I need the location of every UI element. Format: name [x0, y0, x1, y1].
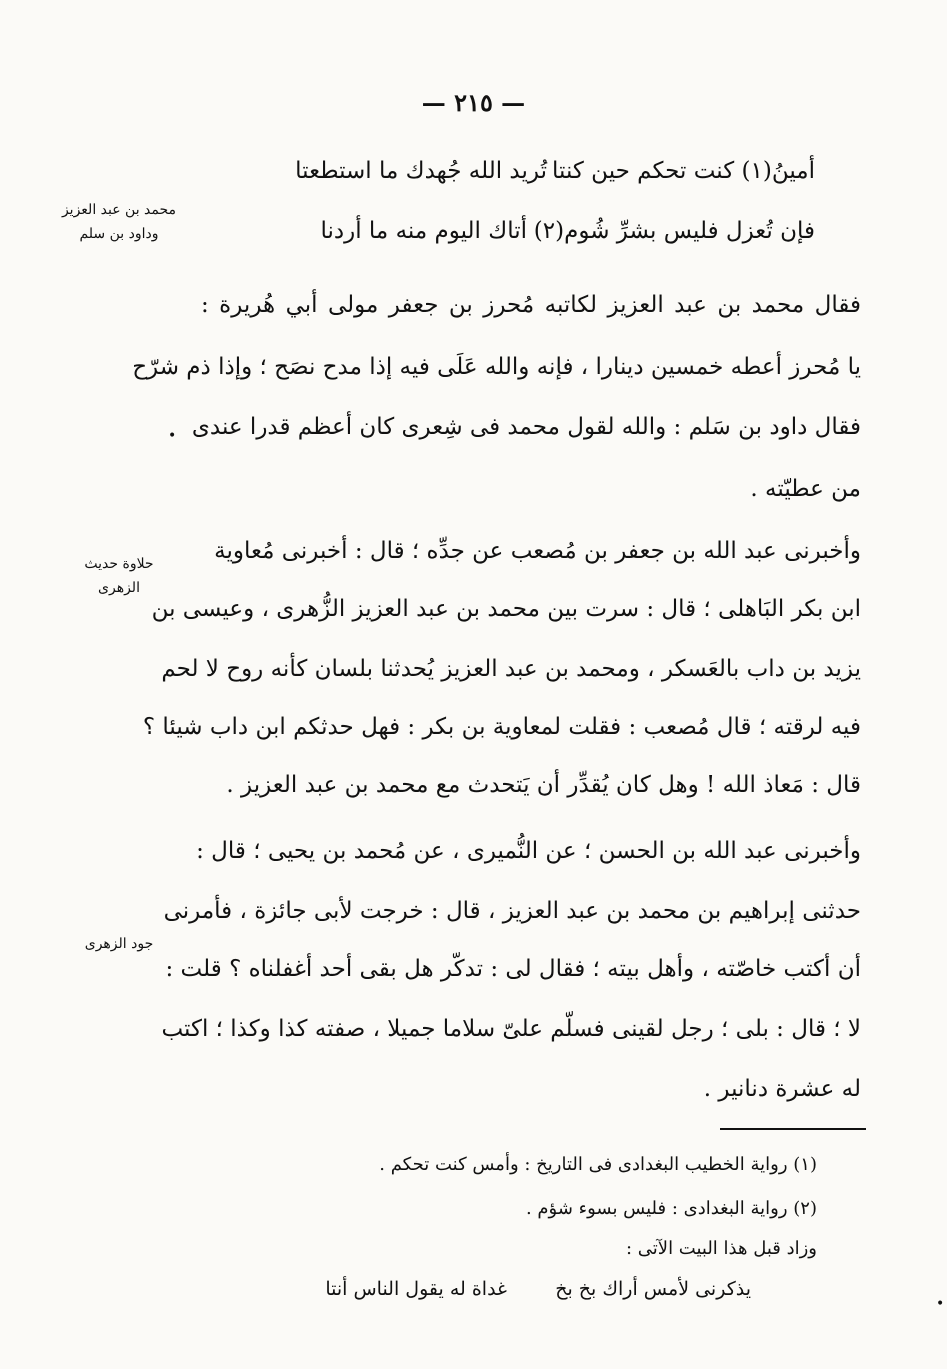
margin-note-zuhri-generosity [44, 932, 194, 956]
body-line: وأخبرنى عبد الله بن الحسن ؛ عن النُّميرى ، عن مُحمد بن يحيى ؛ قال : [196, 838, 861, 864]
body-line: فقال محمد بن عبد العزيز لكاتبه مُحرز بن جعفر مولى أبي هُريرة : [201, 292, 861, 318]
body-line: حدثنى إبراهيم بن محمد بن عبد العزيز ، قال : خرجت لأبى جائزة ، فأمرنى [163, 898, 861, 924]
verse-1-first-hemistich: أمينُ(١) كنت تحكم حين كنتا [552, 158, 815, 184]
body-line: يزيد بن داب بالعَسكر ، ومحمد بن عبد العزيز يُحدثنا بلسان كأنه روح لا لحم [161, 656, 861, 682]
verse-1-second-hemistich: تُريد الله جُهدك ما استطعتا [295, 158, 547, 184]
footnote-verse-second-hemistich: غداة له يقول الناس أنتا [325, 1278, 507, 1300]
footnote-verse-first-hemistich: يذكرنى لأمس أراك بخ بخ [555, 1278, 751, 1300]
page-number: — ٢١٥ — [421, 88, 526, 117]
margin-note-line: وداود بن سلم [79, 226, 159, 242]
footnote-3: وزاد قبل هذا البيت الآتى : [626, 1238, 817, 1259]
body-line: يا مُحرز أعطه خمسين دينارا ، فإنه والله عَلَى فيه إذا مدح نصَح ؛ وإذا ذم شرّح [132, 354, 861, 380]
verse-2-second-hemistich: أتاك اليوم منه ما أردنا [320, 218, 527, 244]
scan-speck: • [936, 1296, 945, 1312]
footnote-rule [720, 1128, 866, 1130]
margin-note-line: الزهرى [98, 580, 140, 596]
body-line: أن أكتب خاصّته ، وأهل بيته ؛ فقال لى : تدكّر هل بقى أحد أغفلناه ؟ قلت : [165, 956, 861, 982]
body-line: ابن بكر البَاهلى ؛ قال : سرت بين محمد بن عبد العزيز الزُّهرى ، وعيسى بن [151, 596, 861, 622]
body-line: فيه لرقته ؛ قال مُصعب : فقلت لمعاوية بن بكر : فهل حدثكم ابن داب شيئا ؟ [142, 714, 861, 740]
margin-note-zuhri-speech [44, 552, 194, 600]
body-line: قال : مَعاذ الله ! وهل كان يُقدِّر أن يَتحدث مع محمد بن عبد العزيز . [226, 772, 861, 798]
scan-speck: • [168, 428, 177, 444]
body-line: له عشرة دنانير . [703, 1076, 861, 1102]
margin-note-line: جود الزهرى [84, 936, 154, 952]
body-line: من عطيّته . [750, 476, 861, 502]
margin-note-line: محمد بن عبد العزيز [61, 202, 177, 218]
verse-2-first-hemistich: فإن تُعزل فليس بشرِّ شُوم(٢) [533, 218, 815, 244]
margin-note-line: حلاوة حديث [84, 556, 154, 572]
footnote-2: (٢) رواية البغدادى : فليس بسوء شؤم . [525, 1198, 817, 1219]
body-line: فقال داود بن سَلم : والله لقول محمد فى شِعرى كان أعظم قدرا عندى [191, 414, 861, 440]
footnote-verse [0, 1278, 947, 1312]
margin-note-muhammad-dawud [44, 198, 194, 246]
body-line: لا ؛ قال : بلى ؛ رجل لقينى فسلّم علىّ سلاما جميلا ، صفته كذا وكذا ؛ اكتب [161, 1016, 861, 1042]
verse-1 [0, 158, 947, 194]
footnote-1: (١) رواية الخطيب البغدادى فى التاريخ : وأمس كنت تحكم . [379, 1154, 817, 1175]
body-line: وأخبرنى عبد الله بن جعفر بن مُصعب عن جدِّه ؛ قال : أخبرنى مُعاوية [214, 538, 861, 564]
